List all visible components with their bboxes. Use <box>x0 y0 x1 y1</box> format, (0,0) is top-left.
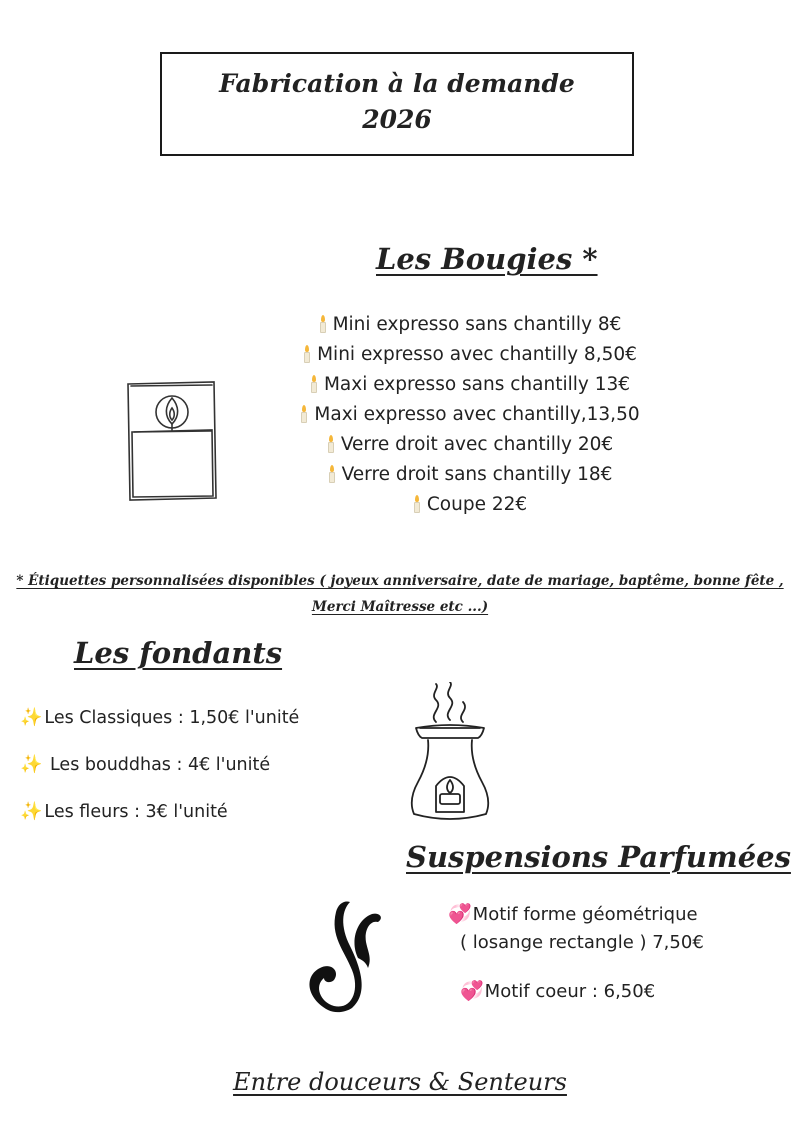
labels-note <box>0 568 800 620</box>
title-line-1: Fabrication à la demande <box>219 69 575 98</box>
candle-jar-illustration <box>120 374 224 510</box>
list-item: ✨ Les fleurs : 3€ l'unité <box>20 801 228 822</box>
list-item: Maxi expresso sans chantilly 13€ <box>240 370 700 400</box>
sparkles-icon: ✨ <box>20 754 43 775</box>
list-item: Mini expresso avec chantilly 8,50€ <box>240 340 700 370</box>
bougies-list <box>240 310 700 520</box>
section-title-fondants: Les fondants <box>74 636 283 670</box>
candle-icon <box>300 405 308 423</box>
fondants-list <box>20 702 299 843</box>
sparkles-icon: ✨ <box>20 801 43 822</box>
suspensions-list <box>448 900 704 1006</box>
list-item: 💞Motif forme géométrique ( losange rectangle ) 7,50€ <box>448 903 704 953</box>
list-item: Coupe 22€ <box>240 490 700 520</box>
section-title-bougies: Les Bougies * <box>376 242 598 276</box>
footer-tagline: Entre douceurs & Senteurs <box>233 1068 567 1096</box>
oil-burner-illustration <box>400 682 500 830</box>
title-line-2: 2026 <box>362 105 432 134</box>
list-item: Maxi expresso avec chantilly,13,50 <box>240 400 700 430</box>
hearts-icon: 💞 <box>448 903 472 925</box>
list-item: ✨ Les bouddhas : 4€ l'unité <box>20 754 271 775</box>
list-item: Verre droit avec chantilly 20€ <box>240 430 700 460</box>
candle-icon <box>413 495 421 513</box>
note-line-2: Merci Maîtresse etc ...) <box>311 599 489 615</box>
note-line-1: * Étiquettes personnalisées disponibles ( joyeux anniversaire, date de mariage, baptême, bonne fête , <box>16 573 784 589</box>
list-item: 💞Motif coeur : 6,50€ <box>460 980 656 1002</box>
candle-icon <box>319 315 327 333</box>
candle-icon <box>327 435 335 453</box>
sparkles-icon: ✨ <box>20 707 43 728</box>
list-item: Verre droit sans chantilly 18€ <box>240 460 700 490</box>
candle-icon <box>303 345 311 363</box>
candle-icon <box>310 375 318 393</box>
title-box <box>160 52 634 156</box>
swirl-scent-icon <box>300 898 384 1018</box>
list-item: Mini expresso sans chantilly 8€ <box>240 310 700 340</box>
hearts-icon: 💞 <box>460 980 484 1002</box>
section-title-suspensions: Suspensions Parfumées <box>406 840 791 874</box>
list-item: ✨ Les Classiques : 1,50€ l'unité <box>20 707 300 728</box>
candle-icon <box>328 465 336 483</box>
